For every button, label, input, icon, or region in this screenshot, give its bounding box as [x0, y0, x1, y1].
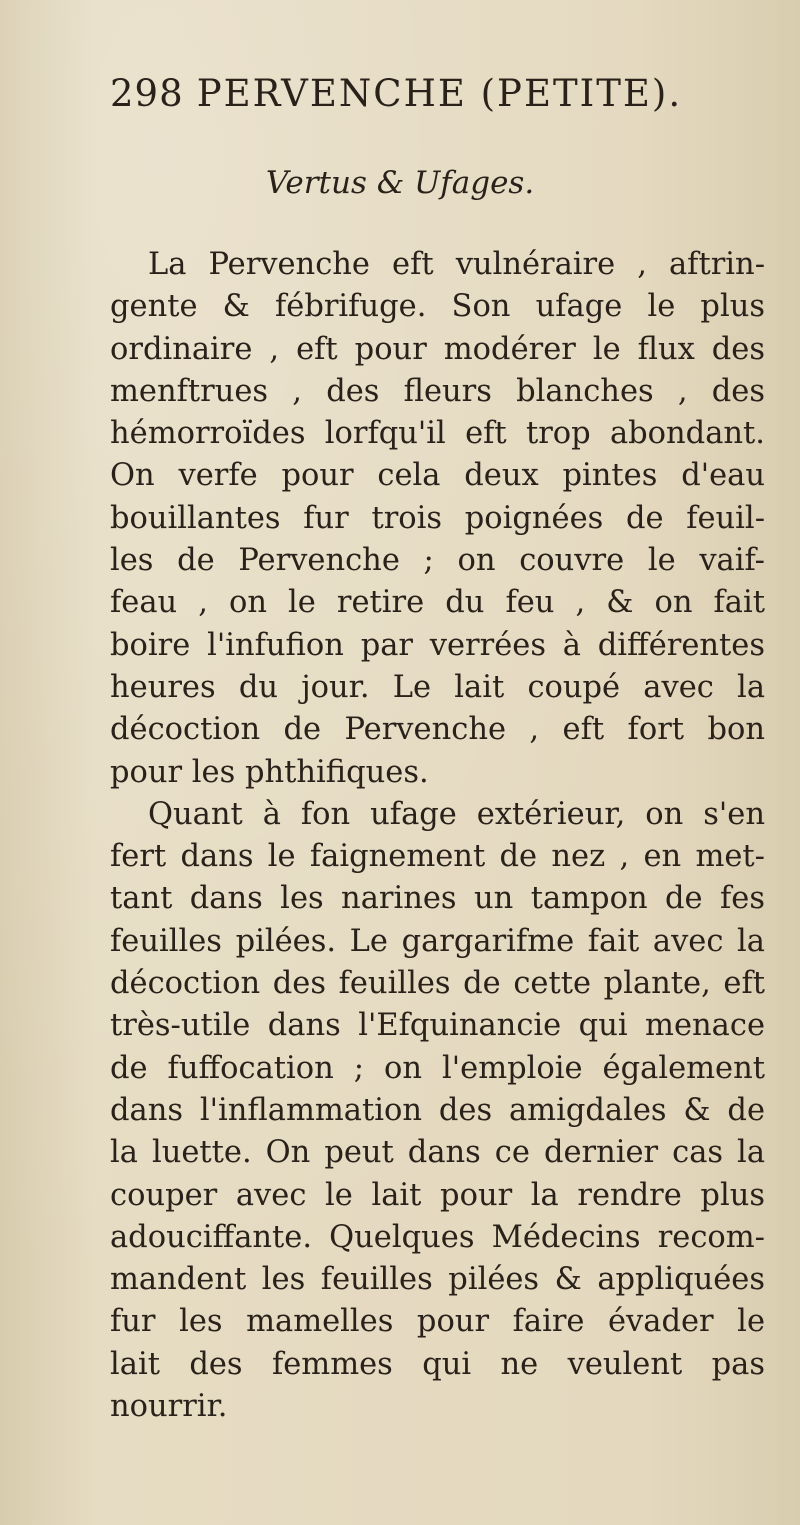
text-line: la luette. On peut dans ce dernier cas la — [110, 1135, 765, 1171]
body-text — [110, 244, 765, 1428]
text-line: décoction de Pervenche , eft fort bon — [110, 712, 765, 748]
page-header — [110, 72, 683, 115]
text-line: gente & fébrifuge. Son ufage le plus — [110, 289, 765, 325]
text-line: adouciffante. Quelques Médecins recom- — [110, 1219, 765, 1255]
text-line: de fuffocation ; on l'emploie également — [110, 1050, 765, 1086]
text-line: très-utile dans l'Efquinancie qui menace — [110, 1008, 765, 1044]
text-line: feau , on le retire du feu , & on fait — [110, 585, 765, 621]
text-line: dans l'inflammation des amigdales & de — [110, 1092, 765, 1128]
text-line: La Pervenche eft vulnéraire , aftrin- — [148, 247, 765, 282]
section-title: Vertus & Ufages. — [265, 165, 535, 201]
text-line: On verfe pour cela deux pintes d'eau — [110, 458, 765, 494]
page-number: 298 — [110, 72, 184, 115]
running-title: PERVENCHE (PETITE). — [196, 72, 683, 115]
text-line: feuilles pilées. Le gargarifme fait avec la — [110, 923, 765, 959]
text-line: tant dans les narines un tampon de fes — [110, 881, 765, 917]
text-line: couper avec le lait pour la rendre plus — [110, 1177, 765, 1213]
text-line: boire l'infufion par verrées à différentes — [110, 627, 765, 663]
text-line: pour les phthifiques. — [110, 754, 429, 790]
text-line: bouillantes fur trois poignées de feuil- — [110, 500, 765, 536]
text-line: les de Pervenche ; on couvre le vaif- — [110, 543, 765, 579]
text-line: lait des femmes qui ne veulent pas — [110, 1346, 765, 1382]
text-line: décoction des feuilles de cette plante, eft — [110, 966, 765, 1002]
text-line: hémorroïdes lorfqu'il eft trop abondant. — [110, 416, 765, 452]
text-line: fert dans le faignement de nez , en met- — [110, 839, 765, 875]
text-line: heures du jour. Le lait coupé avec la — [110, 669, 765, 705]
text-line: Quant à fon ufage extérieur, on s'en — [148, 796, 765, 832]
text-line: menftrues , des fleurs blanches , des — [110, 373, 765, 409]
text-line: fur les mamelles pour faire évader le — [110, 1304, 765, 1340]
text-line: mandent les feuilles pilées & appliquées — [110, 1262, 765, 1298]
text-line: nourrir. — [110, 1389, 228, 1425]
text-line: ordinaire , eft pour modérer le flux des — [110, 331, 765, 367]
